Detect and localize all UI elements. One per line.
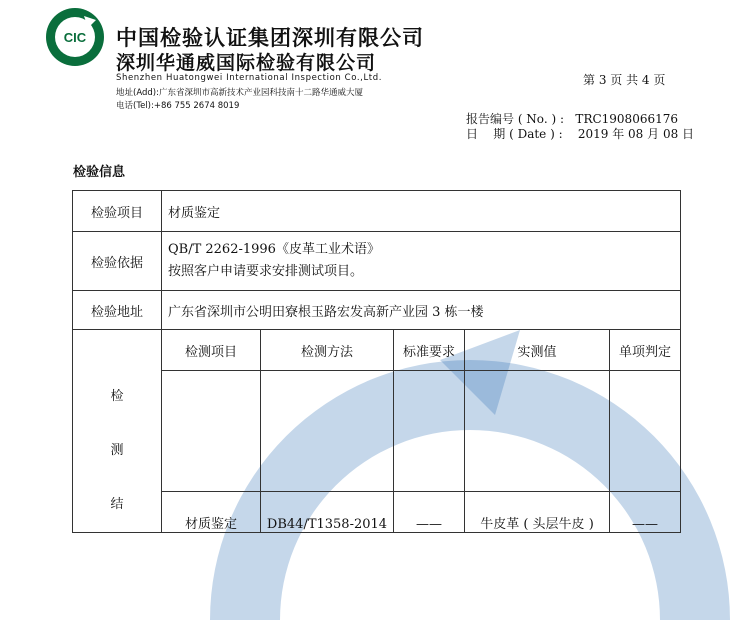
table-row bbox=[73, 191, 681, 232]
results-side-label: 检 测 结 bbox=[73, 330, 162, 533]
company-name-cn: 深圳华通威国际检验有限公司 bbox=[116, 52, 377, 74]
cic-logo bbox=[44, 6, 106, 68]
result-measured: 牛皮革 ( 头层牛皮 ) bbox=[465, 491, 610, 532]
column-header-item: 检测项目 bbox=[162, 330, 261, 371]
basis-line-1: QB/T 2262-1996《皮革工业术语》 bbox=[168, 242, 380, 257]
inspection-info-table bbox=[72, 190, 681, 533]
basis-line-2: 按照客户申请要求安排测试项目。 bbox=[168, 264, 364, 279]
result-method: DB44/T1358-2014 bbox=[261, 491, 394, 532]
table-header-row bbox=[73, 330, 681, 371]
column-header-judgement: 单项判定 bbox=[610, 330, 681, 371]
location-value: 广东省深圳市公明田寮根玉路宏发高新产业园 3 栋一楼 bbox=[162, 291, 681, 330]
report-date: 日 期 ( Date ) : 2019 年 08 月 08 日 bbox=[466, 127, 695, 141]
table-row bbox=[73, 491, 681, 532]
result-judgement: —— bbox=[610, 491, 681, 532]
table-row bbox=[73, 232, 681, 291]
org-name-cn: 中国检验认证集团深圳有限公司 bbox=[116, 26, 424, 50]
column-header-measured: 实测值 bbox=[465, 330, 610, 371]
result-item: 材质鉴定 bbox=[162, 491, 261, 532]
company-name-en: Shenzhen Huatongwei International Inspection Co.,Ltd. bbox=[116, 73, 383, 83]
column-header-requirement: 标准要求 bbox=[394, 330, 465, 371]
table-row bbox=[73, 371, 681, 492]
svg-text:CIC: CIC bbox=[63, 30, 87, 45]
location-label: 检验地址 bbox=[73, 291, 162, 330]
company-phone: 电话(Tel):+86 755 2674 8019 bbox=[116, 101, 240, 111]
result-requirement: —— bbox=[394, 491, 465, 532]
page-number: 第 3 页 共 4 页 bbox=[583, 73, 666, 87]
report-number: 报告编号 ( No. ) : TRC1908066176 bbox=[466, 112, 679, 126]
column-header-method: 检测方法 bbox=[261, 330, 394, 371]
item-value: 材质鉴定 bbox=[162, 191, 681, 232]
item-label: 检验项目 bbox=[73, 191, 162, 232]
table-row bbox=[73, 291, 681, 330]
company-address: 地址(Add):广东省深圳市高新技术产业园科技南十二路华通威大厦 bbox=[116, 88, 363, 98]
basis-label: 检验依据 bbox=[73, 232, 162, 291]
basis-value bbox=[162, 232, 681, 291]
section-title: 检验信息 bbox=[73, 165, 126, 180]
